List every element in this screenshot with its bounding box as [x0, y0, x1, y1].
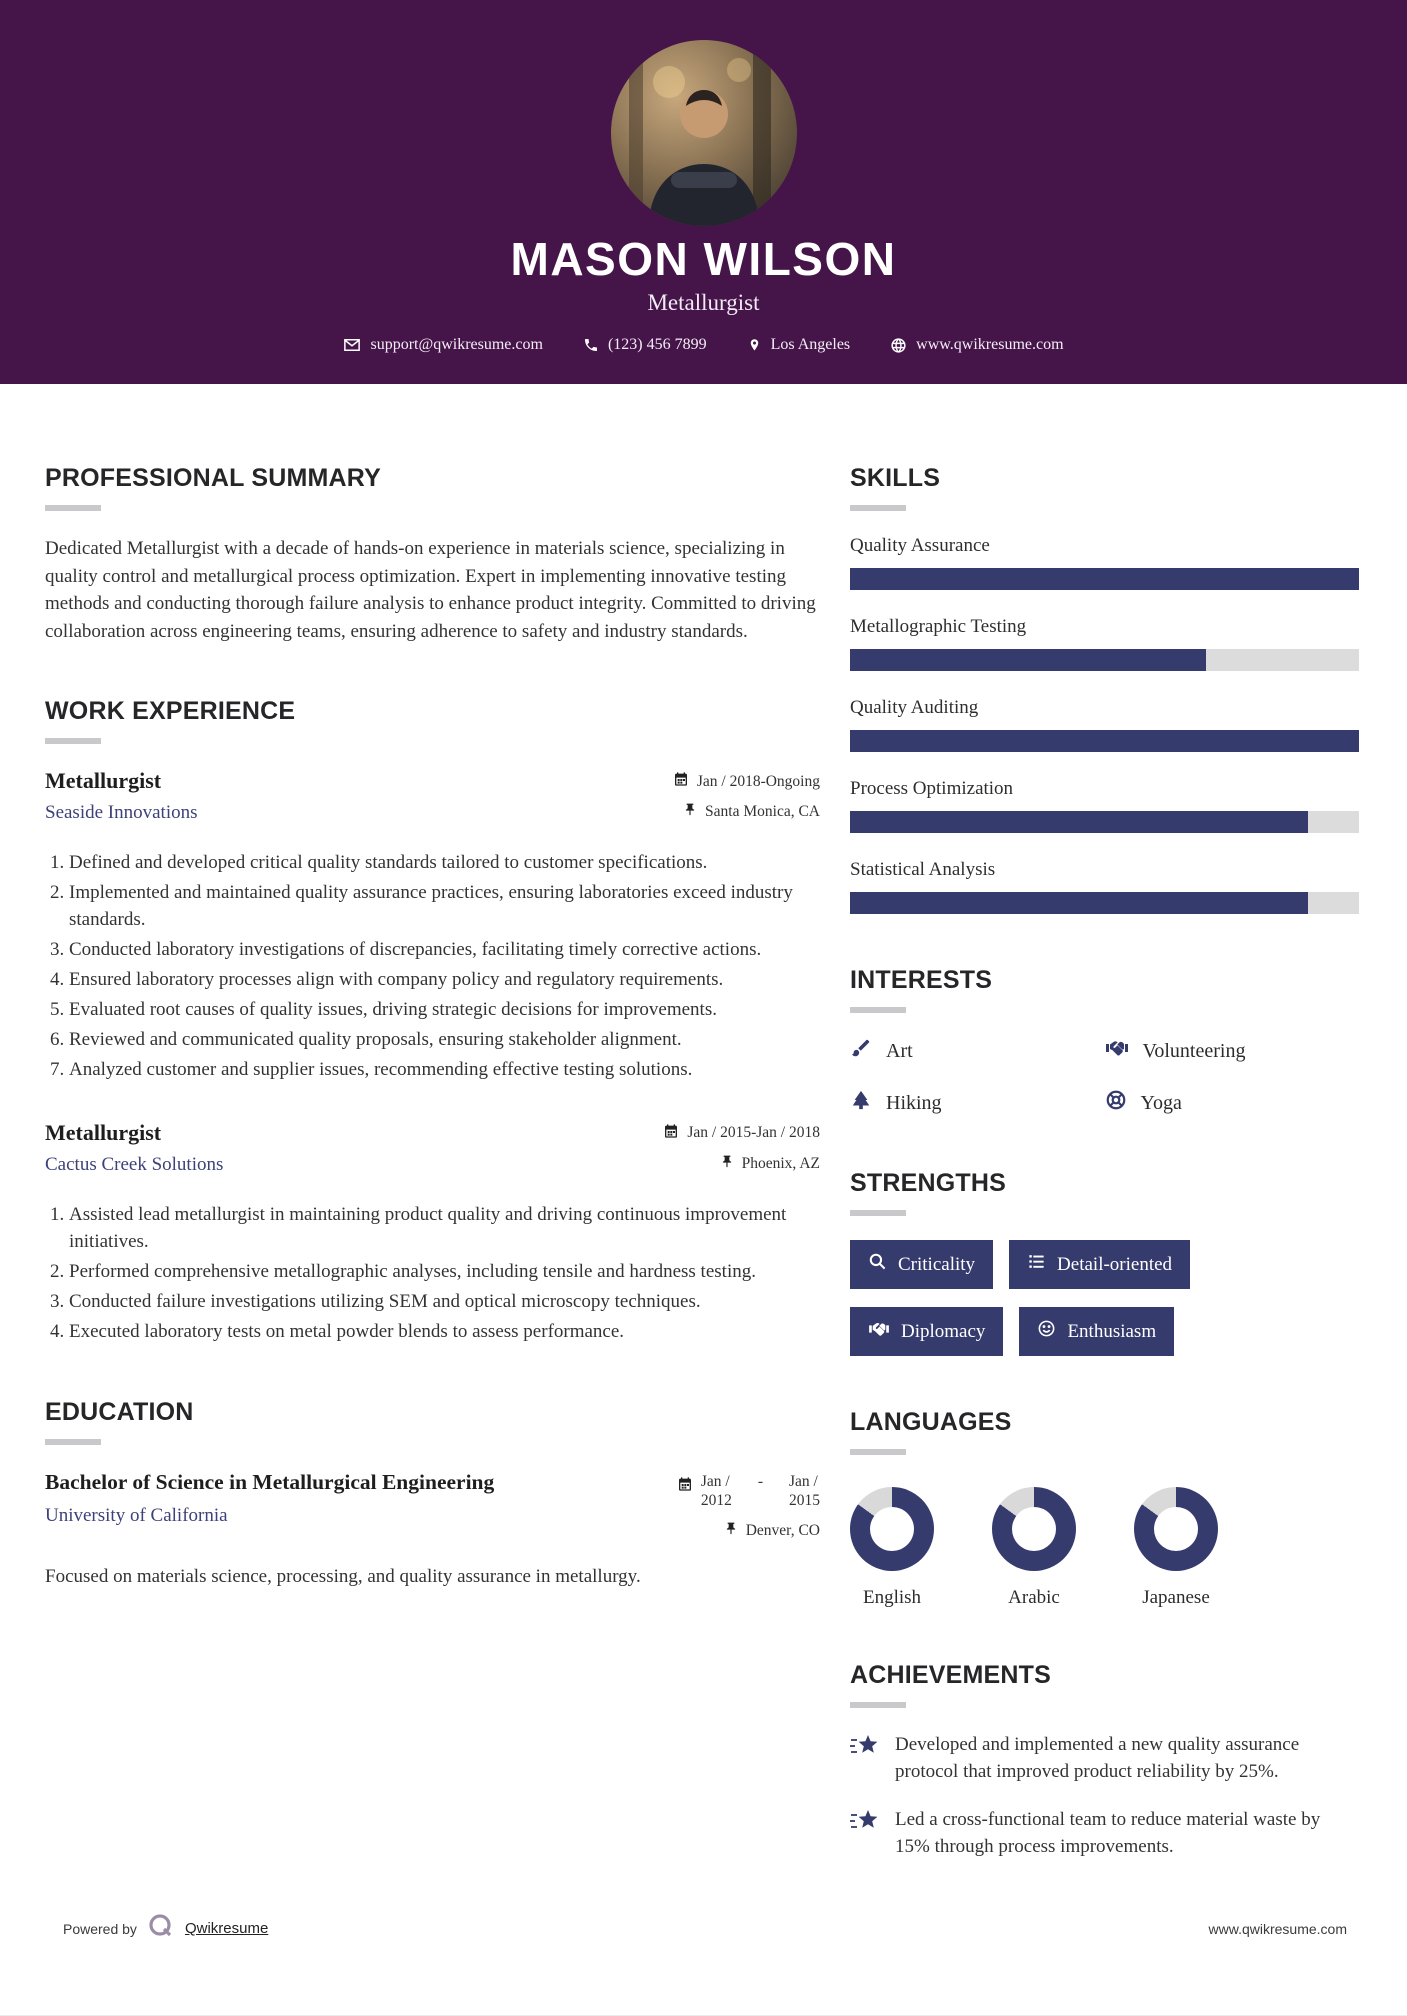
education-dates: Jan / 2012 - Jan / 2015 [700, 1472, 820, 1510]
person-name: MASON WILSON [510, 233, 897, 285]
smiley-icon [1037, 1319, 1056, 1344]
summary-text: Dedicated Metallurgist with a decade of hands-on experience in materials science, specializing in quality control and metallurgical process optimization. Expert in implementing innovative testing methods and conducting thorough failure analysis to enhance product integrity. Committed to driving collaboration across engineering teams, ensuring adherence to safety and industry standards. [45, 538, 816, 642]
job-company[interactable]: Seaside Innovations [45, 802, 198, 824]
skill-bar [850, 649, 1359, 671]
powered-by-label: Powered by [63, 1920, 137, 1937]
strength-label: Criticality [898, 1253, 976, 1275]
contact-website[interactable] [890, 336, 1063, 354]
strength-label: Enthusiasm [1067, 1320, 1157, 1342]
interest-label: Art [886, 1039, 913, 1062]
tree-icon [850, 1089, 872, 1117]
job-bullet-list [45, 850, 820, 1084]
summary-section-title: PROFESSIONAL SUMMARY [45, 464, 820, 511]
contact-email-text: support@qwikresume.com [370, 336, 543, 353]
paintbrush-icon [850, 1037, 872, 1065]
profile-photo [611, 40, 797, 226]
contact-location-text: Los Angeles [770, 336, 851, 353]
job-bullet: 1. Defined and developed critical quality standards tailored to customer specifications. [69, 850, 820, 877]
star-icon [850, 1732, 880, 1785]
section-interests [850, 966, 1359, 1117]
education-degree: Bachelor of Science in Metallurgical Engineering [45, 1469, 495, 1494]
skill-label: Statistical Analysis [850, 859, 996, 880]
education-description: Focused on materials science, processing, and quality assurance in metallurgy. [45, 1565, 641, 1587]
star-icon [850, 1807, 880, 1860]
job-bullet: 2. Implemented and maintained quality assurance practices, ensuring laboratories exceed industry standards. [69, 880, 820, 934]
handshake-icon [1105, 1038, 1129, 1064]
profile-photo-placeholder [611, 40, 797, 226]
qwikresume-logo [147, 1912, 175, 1945]
section-achievements [850, 1661, 1359, 1860]
skill-label: Quality Auditing [850, 697, 979, 718]
skill-label: Metallographic Testing [850, 616, 1027, 637]
strength-badge [850, 1240, 993, 1289]
job-bullet: 3. Conducted failure investigations utilizing SEM and optical microscopy techniques. [69, 1289, 820, 1316]
job-bullet: 7. Analyzed customer and supplier issues, recommending effective testing solutions. [69, 1057, 820, 1084]
interest-label: Yoga [1140, 1091, 1182, 1114]
language-donut-chart [992, 1487, 1076, 1571]
job-bullet: 1. Assisted lead metallurgist in maintaining product quality and driving continuous improvement initiatives. [69, 1202, 820, 1256]
job-company[interactable]: Cactus Creek Solutions [45, 1153, 224, 1175]
achievement-item [850, 1732, 1359, 1785]
location-pin-icon [747, 337, 762, 354]
list-icon [1027, 1252, 1046, 1277]
skill-item [850, 859, 1359, 914]
footer-website[interactable]: www.qwikresume.com [1208, 1920, 1347, 1937]
job-bullet: 3. Conducted laboratory investigations of discrepancies, facilitating timely corrective actions. [69, 937, 820, 964]
achievements-section-title: ACHIEVEMENTS [850, 1661, 1359, 1708]
job-location: Phoenix, AZ [741, 1154, 820, 1172]
language-item [992, 1487, 1076, 1609]
pushpin-icon [720, 1154, 734, 1174]
language-item [1134, 1487, 1218, 1609]
interest-item [1105, 1089, 1360, 1117]
handshake-icon [868, 1320, 890, 1344]
section-work-experience [45, 697, 820, 1346]
achievement-item [850, 1807, 1359, 1860]
skill-item [850, 778, 1359, 833]
header-banner [0, 0, 1407, 384]
magnifier-icon [868, 1252, 887, 1277]
skill-item [850, 697, 1359, 752]
calendar-icon [677, 1476, 693, 1497]
strength-label: Detail-oriented [1057, 1253, 1173, 1275]
strengths-section-title: STRENGTHS [850, 1169, 1359, 1216]
job-entry [45, 768, 820, 1084]
achievement-text: Developed and implemented a new quality assurance protocol that improved product reliability by 25%. [895, 1734, 1300, 1782]
pushpin-icon [724, 1521, 738, 1541]
contact-row [0, 336, 1407, 354]
skill-bar [850, 892, 1359, 914]
language-label: Japanese [1142, 1587, 1210, 1608]
language-label: English [862, 1587, 922, 1608]
phone-icon [583, 337, 599, 353]
job-bullet: 5. Evaluated root causes of quality issues, driving strategic decisions for improvements. [69, 997, 820, 1024]
person-job-title: Metallurgist [647, 290, 760, 315]
interest-item [1105, 1037, 1360, 1065]
skill-bar [850, 811, 1359, 833]
education-school[interactable]: University of California [45, 1504, 228, 1526]
calendar-icon [663, 1123, 679, 1144]
contact-email[interactable] [343, 336, 542, 354]
interest-label: Volunteering [1142, 1039, 1246, 1062]
contact-phone[interactable] [583, 336, 707, 354]
section-education [45, 1398, 820, 1590]
education-section-title: EDUCATION [45, 1398, 820, 1445]
strength-label: Diplomacy [901, 1320, 986, 1342]
skill-item [850, 616, 1359, 671]
job-bullet: 4. Executed laboratory tests on metal powder blends to assess performance. [69, 1319, 820, 1346]
job-bullet-list [45, 1202, 820, 1346]
strength-badge [1009, 1240, 1190, 1289]
education-location: Denver, CO [745, 1521, 820, 1539]
contact-website-text: www.qwikresume.com [916, 336, 1064, 353]
languages-section-title: LANGUAGES [850, 1408, 1359, 1455]
job-date: Jan / 2018-Ongoing [696, 772, 820, 790]
achievement-text: Led a cross-functional team to reduce material waste by 15% through process improvements. [895, 1809, 1321, 1857]
interests-section-title: INTERESTS [850, 966, 1359, 1013]
job-date: Jan / 2015-Jan / 2018 [687, 1124, 820, 1142]
left-column [45, 464, 820, 1912]
contact-location [747, 336, 851, 354]
job-bullet: 6. Reviewed and communicated quality proposals, ensuring stakeholder alignment. [69, 1027, 820, 1054]
footer [0, 1912, 1407, 2015]
pushpin-icon [683, 802, 697, 822]
section-languages [850, 1408, 1359, 1609]
job-location: Santa Monica, CA [705, 803, 820, 821]
job-bullet: 4. Ensured laboratory processes align with company policy and regulatory requirements. [69, 967, 820, 994]
language-item [850, 1487, 934, 1609]
qwikresume-brand-link[interactable]: Qwikresume [184, 1920, 269, 1938]
interest-label: Hiking [886, 1091, 942, 1114]
work-section-title: WORK EXPERIENCE [45, 697, 820, 744]
main-content [0, 384, 1407, 1912]
globe-icon [890, 337, 907, 354]
email-icon [343, 336, 361, 354]
job-bullet: 2. Performed comprehensive metallographic analyses, including tensile and hardness testing. [69, 1259, 820, 1286]
skill-label: Process Optimization [850, 778, 1014, 799]
skill-item [850, 535, 1359, 590]
skill-bar [850, 730, 1359, 752]
job-entry [45, 1120, 820, 1346]
language-label: Arabic [1008, 1587, 1060, 1608]
strength-badge [850, 1307, 1003, 1356]
strength-badge [1019, 1307, 1174, 1356]
skill-label: Quality Assurance [850, 535, 990, 556]
contact-phone-text: (123) 456 7899 [607, 336, 707, 353]
skills-section-title: SKILLS [850, 464, 1359, 511]
section-strengths [850, 1169, 1359, 1356]
calendar-icon [673, 771, 689, 792]
right-column [850, 464, 1359, 1912]
language-donut-chart [1134, 1487, 1218, 1571]
skill-bar [850, 568, 1359, 590]
job-title: Metallurgist [45, 768, 162, 794]
section-professional-summary [45, 464, 820, 645]
job-title: Metallurgist [45, 1119, 162, 1145]
interest-item [850, 1089, 1105, 1117]
section-skills [850, 464, 1359, 914]
language-donut-chart [850, 1487, 934, 1571]
lifering-icon [1105, 1089, 1127, 1117]
interest-item [850, 1037, 1105, 1065]
